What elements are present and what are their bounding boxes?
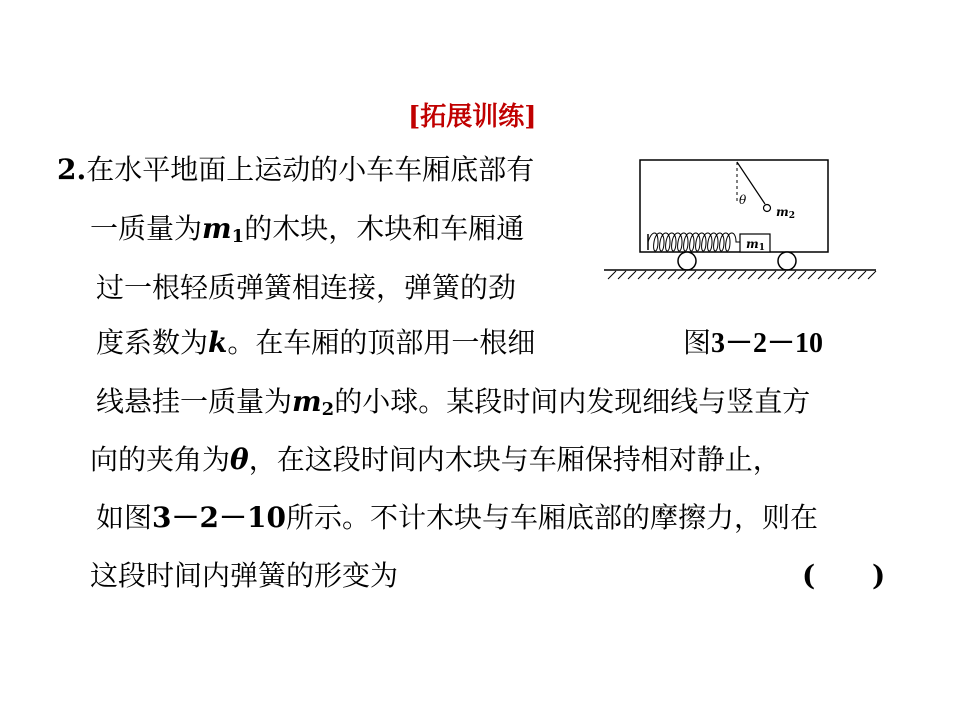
question-text-5a: 线悬挂一质量为: [96, 385, 293, 418]
question-line-1: [57, 150, 534, 190]
question-text-6b: ，在这段时间内木块与车厢保持相对静止，: [248, 443, 781, 476]
answer-paren-open: (: [802, 559, 816, 592]
var-m1: m: [202, 212, 232, 245]
question-line-4: [96, 323, 535, 363]
section-heading: [拓展训练]: [408, 102, 537, 132]
var-theta: θ: [230, 443, 249, 476]
figure-reference: 3－2－10: [152, 501, 286, 534]
var-m2-sub: 2: [321, 399, 335, 420]
ground-hatching: [608, 271, 876, 279]
figure-caption-ref: 3－2－10: [711, 328, 824, 359]
spring: [648, 233, 740, 251]
question-line-5: [96, 382, 810, 430]
m1-label-var: m: [746, 237, 759, 251]
question-text-7b: 所示。不计木块与车厢底部的摩擦力，则在: [285, 501, 818, 534]
m1-label-sub: 1: [758, 243, 765, 253]
theta-label: θ: [739, 193, 747, 207]
car-box: [640, 160, 828, 252]
question-line-2: [90, 209, 524, 257]
question-text-2a: 一质量为: [90, 212, 203, 245]
m2-label: [776, 205, 795, 221]
var-m1-sub: 1: [231, 226, 245, 247]
wheel-right: [778, 252, 796, 270]
question-text-6a: 向的夹角为: [90, 443, 231, 476]
answer-paren-close: ): [872, 559, 886, 592]
figure-caption-prefix: 图: [683, 326, 712, 359]
m2-label-sub: 2: [788, 211, 795, 221]
question-text-8: 这段时间内弹簧的形变为: [90, 559, 399, 592]
var-k: k: [208, 326, 228, 359]
pendulum-ball: [764, 205, 771, 212]
question-number: 2.: [57, 153, 87, 186]
question-text-2b: 的木块，木块和车厢通: [244, 212, 525, 245]
figure-caption: [683, 323, 823, 364]
question-text-4a: 度系数为: [96, 326, 209, 359]
cart-figure: [600, 152, 880, 282]
m2-label-var: m: [776, 205, 789, 219]
question-line-7: [96, 498, 818, 538]
question-text-7a: 如图: [96, 501, 153, 534]
question-line-3: [96, 268, 516, 308]
var-m2: m: [292, 385, 322, 418]
wheel-left: [678, 252, 696, 270]
question-text-1: 在水平地面上运动的小车车厢底部有: [86, 153, 535, 186]
question-line-6: [90, 440, 781, 480]
question-line-8: [90, 556, 398, 596]
question-text-5b: 的小球。某段时间内发现细线与竖直方: [334, 385, 811, 418]
question-text-3: 过一根轻质弹簧相连接，弹簧的劲: [96, 271, 517, 304]
question-text-4b: 。在车厢的顶部用一根细: [227, 326, 536, 359]
